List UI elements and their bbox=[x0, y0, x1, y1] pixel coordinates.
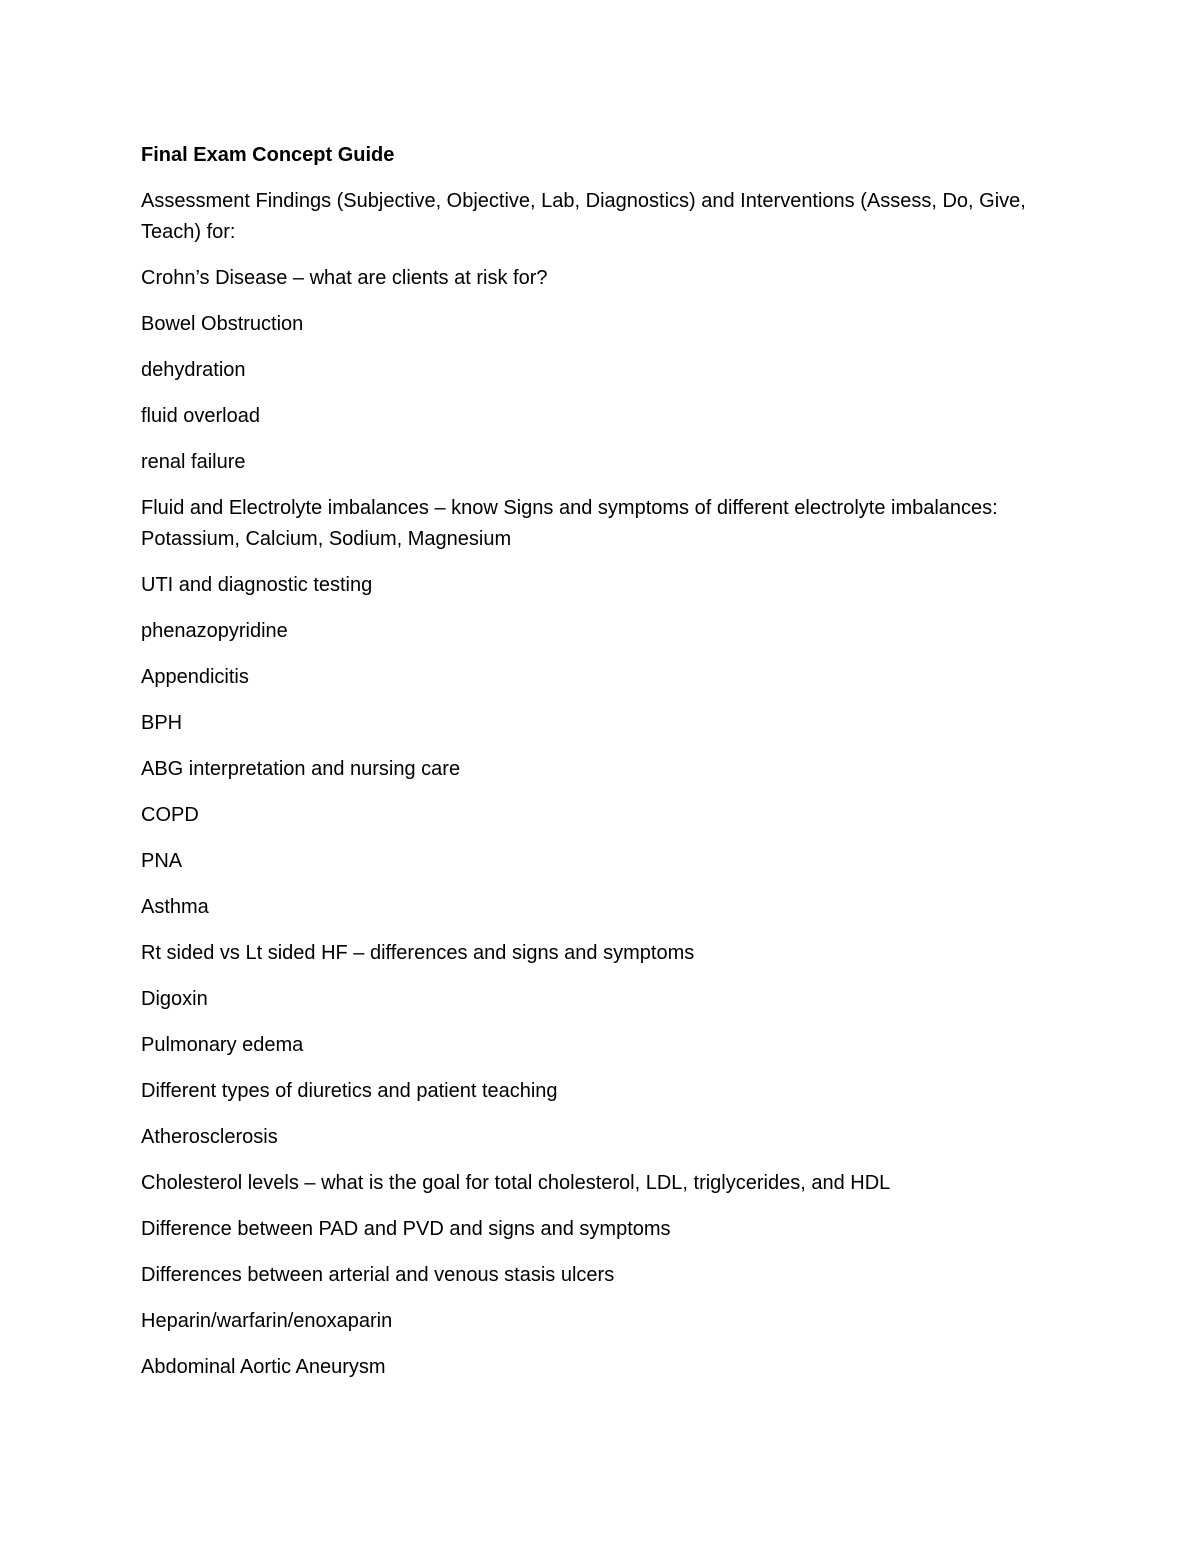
concept-item-pna: PNA bbox=[141, 850, 183, 872]
concept-item-stasis-ulcers: Differences between arterial and venous stasis ulcers bbox=[141, 1264, 615, 1286]
concept-item-fluid-overload: fluid overload bbox=[141, 405, 260, 427]
concept-item-uti: UTI and diagnostic testing bbox=[141, 574, 373, 596]
concept-item-atherosclerosis: Atherosclerosis bbox=[141, 1126, 278, 1148]
concept-item-anticoagulants: Heparin/warfarin/enoxaparin bbox=[141, 1310, 393, 1332]
concept-item-pad-pvd: Difference between PAD and PVD and signs and symptoms bbox=[141, 1218, 671, 1240]
concept-item-fluid-electrolyte: Fluid and Electrolyte imbalances – know Signs and symptoms of different electrolyte imbalances: Potassium, Calcium, Sodium, Magnesium bbox=[141, 497, 998, 550]
intro-paragraph: Assessment Findings (Subjective, Objective, Lab, Diagnostics) and Interventions (Assess, Do, Give, Teach) for: bbox=[141, 190, 1026, 243]
concept-item-pulmonary-edema: Pulmonary edema bbox=[141, 1034, 304, 1056]
concept-item-digoxin: Digoxin bbox=[141, 988, 208, 1010]
concept-item-copd: COPD bbox=[141, 804, 199, 826]
concept-item-dehydration: dehydration bbox=[141, 359, 246, 381]
document-title: Final Exam Concept Guide bbox=[141, 144, 395, 166]
concept-item-cholesterol: Cholesterol levels – what is the goal for total cholesterol, LDL, triglycerides, and HDL bbox=[141, 1172, 891, 1194]
concept-item-diuretics: Different types of diuretics and patient teaching bbox=[141, 1080, 558, 1102]
concept-item-bph: BPH bbox=[141, 712, 183, 734]
concept-item-abg: ABG interpretation and nursing care bbox=[141, 758, 461, 780]
concept-item-crohns: Crohn’s Disease – what are clients at risk for? bbox=[141, 267, 548, 289]
concept-item-renal-failure: renal failure bbox=[141, 451, 246, 473]
concept-item-aaa: Abdominal Aortic Aneurysm bbox=[141, 1356, 386, 1378]
concept-item-asthma: Asthma bbox=[141, 896, 209, 918]
concept-item-bowel-obstruction: Bowel Obstruction bbox=[141, 313, 304, 335]
document-body bbox=[141, 140, 1041, 1398]
concept-item-appendicitis: Appendicitis bbox=[141, 666, 249, 688]
concept-item-phenazopyridine: phenazopyridine bbox=[141, 620, 288, 642]
concept-item-hf: Rt sided vs Lt sided HF – differences and signs and symptoms bbox=[141, 942, 695, 964]
